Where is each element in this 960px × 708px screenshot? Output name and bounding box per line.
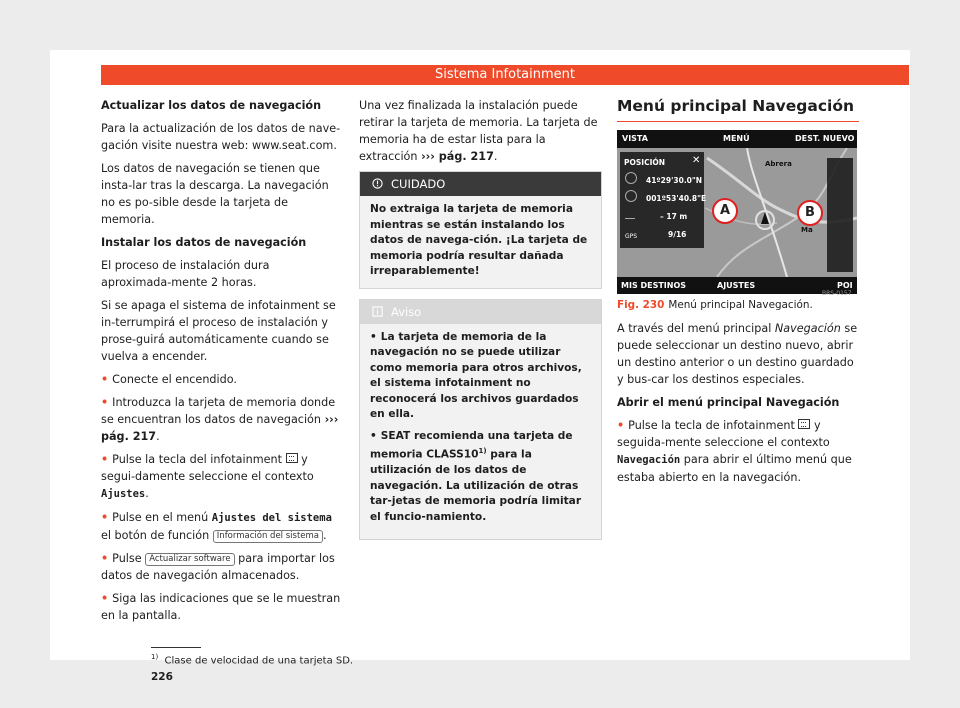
bullet-text: Siga las indicaciones que se le muestran en la pantalla. [101, 592, 341, 622]
longitude-icon [625, 190, 637, 202]
infotainment-key-icon [798, 419, 810, 429]
bullet-icon: • [101, 552, 109, 565]
bullet-text: Pulse [112, 552, 142, 565]
altitude-icon [625, 208, 635, 219]
note-bullet-text: para la utilización de los datos de navegación. La utilización de otras tar-jetas de memoria podría limitar el funcio-namiento. [370, 448, 582, 523]
close-icon: ✕ [692, 155, 701, 166]
paragraph-text: Una vez finalizada la instalación puede retirar la tarjeta de memoria. La tarjeta de memoria ha de estar lista para la extracción [359, 99, 598, 163]
bullet-icon: • [101, 453, 109, 466]
paragraph [617, 320, 859, 388]
paragraph: Si se apaga el sistema de infotainment se in-terrumpirá el proceso de instalación y prose-guirá automáticamente cuando se vuelva a encender. [101, 299, 336, 363]
panel-title: POSICIÓN [624, 158, 666, 167]
tab-my-destinations: MIS DESTINOS [621, 281, 687, 290]
heading-install-data: Instalar los datos de navegación [101, 236, 307, 249]
bullet-text: Pulse la tecla del infotainment [112, 453, 282, 466]
column-3 [617, 97, 859, 492]
screen-bottom-bar [617, 277, 857, 294]
bullet-text: y segui-damente seleccione el contexto [101, 453, 314, 483]
note-bullet [370, 429, 591, 526]
caution-header [360, 172, 601, 196]
figure-code: BRS-0157 [822, 290, 852, 297]
callout-b: B [797, 200, 823, 226]
function-button-system-info: Información del sistema [213, 530, 323, 543]
longitude-value: 001º53'40.8"E [646, 194, 707, 203]
note-box [359, 299, 602, 541]
latitude-icon [625, 172, 637, 184]
bullet-icon: • [370, 330, 377, 343]
map-side-controls [827, 158, 853, 272]
bullet-item [101, 371, 343, 388]
latitude-value: 41º29'30.0"N [646, 176, 703, 185]
bullet-text: Pulse la tecla de infotainment [628, 419, 795, 432]
page-reference-link[interactable]: ››› pág. 217 [421, 150, 494, 163]
tab-vista: VISTA [622, 134, 648, 143]
screen-top-bar [617, 130, 857, 148]
bullet-icon: • [370, 429, 377, 442]
tab-poi: POI [837, 281, 853, 290]
section-title: Menú principal Navegación [617, 98, 859, 122]
bullet-icon: • [617, 419, 625, 432]
paragraph: Para la actualización de los datos de nave-gación visite nuestra web: www.seat.com. [101, 122, 341, 152]
figure-label: Fig. 230 [617, 299, 665, 311]
bullet-text: el botón de función [101, 529, 210, 542]
callout-a: A [712, 198, 738, 224]
page-number: 226 [151, 671, 173, 683]
satellite-count: 9/16 [668, 230, 687, 239]
caution-box [359, 171, 602, 289]
context-label: Navegación [617, 454, 681, 466]
paragraph: Los datos de navegación se tienen que insta-lar tras la descarga. La navegación no es po-sible desde la tarjeta de memoria. [101, 162, 329, 226]
paragraph: Una vez finalizada la instalación puede retirar la tarjeta de memoria. La tarjeta de memoria ha de estar lista para la extracción ››› pág. 217. [359, 99, 598, 163]
heading-update-data: Actualizar los datos de navegación [101, 99, 322, 112]
footnote-text: Clase de velocidad de una tarjeta SD. [164, 655, 354, 667]
heading-open-nav-menu: Abrir el menú principal Navegación [617, 396, 840, 409]
footnote-mark: 1) [478, 447, 487, 455]
note-bullet [370, 330, 591, 423]
bullet-text: para abrir el último menú que estaba abierto en la navegación. [617, 453, 852, 484]
bullet-text: Conecte el encendido. [112, 373, 237, 386]
column-1 [101, 97, 343, 630]
page-header: Sistema Infotainment [101, 65, 909, 85]
note-header [360, 300, 601, 324]
bullet-icon: • [101, 592, 109, 605]
gps-label: GPS [625, 233, 638, 240]
tab-new-destination: DEST. NUEVO [795, 134, 855, 143]
map-city-label: Abrera [765, 160, 792, 168]
bullet-item: • Introduzca la tarjeta de memoria donde se encuentran los datos de navegación ››› pág. 217. [101, 396, 339, 443]
bullet-item [101, 550, 343, 584]
context-label: Ajustes [101, 488, 146, 500]
caution-icon [372, 178, 383, 189]
paragraph-text: se puede seleccionar un destino nuevo, abrir un destino anterior o un destino guardado y bus-car los destinos especiales. [617, 322, 858, 386]
altitude-value: – 17 m [660, 212, 688, 221]
paragraph-text: A través del menú principal [617, 322, 772, 335]
bullet-icon: • [101, 511, 109, 524]
bullet-item [617, 417, 859, 486]
figure-caption-text: Menú principal Navegación. [668, 299, 813, 311]
page-reference-link[interactable]: ››› pág. 217 [101, 413, 339, 443]
note-title: Aviso [391, 304, 422, 319]
info-icon [372, 306, 383, 317]
footnote [151, 653, 353, 666]
bullet-icon: • [101, 373, 109, 386]
bullet-item: • Pulse la tecla del infotainment y segui-damente seleccione el contexto Ajustes. [101, 453, 314, 500]
footnote-divider [151, 647, 201, 648]
bullet-text: Introduzca la tarjeta de memoria donde se encuentran los datos de navegación [101, 396, 336, 426]
bullet-text: y seguida-mente seleccione el contexto [617, 419, 830, 449]
bullet-item: • Pulse en el menú Ajustes del sistema el botón de función Información del sistema . [101, 511, 332, 542]
menu-label: Ajustes del sistema [211, 512, 332, 524]
caution-title: CUIDADO [391, 177, 446, 191]
navigation-screenshot-figure [617, 130, 857, 297]
note-bullet-text: SEAT recomienda una tarjeta de memoria CLASS10 [370, 429, 573, 461]
column-2 [359, 97, 602, 550]
emphasis-text: Navegación [774, 322, 841, 335]
map-city-label: Ma [801, 226, 813, 234]
caution-body: No extraiga la tarjeta de memoria mientras se están instalando los datos de navega-ción. ¡La tarjeta de memoria podría resultar dañada irreparablemente! [360, 196, 601, 288]
bullet-icon: • [101, 396, 109, 409]
position-panel [620, 152, 707, 248]
paragraph: El proceso de instalación dura aproximada-mente 2 horas. [101, 259, 270, 289]
infotainment-key-icon [286, 453, 298, 463]
note-bullet-text: La tarjeta de memoria de la navegación no se puede utilizar como memoria para otros archivos, el sistema infotainment no reconocerá los archivos guardados en ella. [370, 330, 582, 420]
bullet-text: Pulse en el menú [112, 511, 209, 524]
page [50, 50, 910, 683]
footnote-mark: 1) [151, 653, 159, 661]
bullet-text: para importar los datos de navegación almacenados. [101, 552, 335, 582]
function-button-update-software: Actualizar software [145, 553, 234, 566]
bullet-item [101, 590, 343, 624]
tab-menu: MENÚ [723, 134, 750, 143]
tab-settings: AJUSTES [717, 281, 756, 290]
note-body [360, 324, 601, 540]
